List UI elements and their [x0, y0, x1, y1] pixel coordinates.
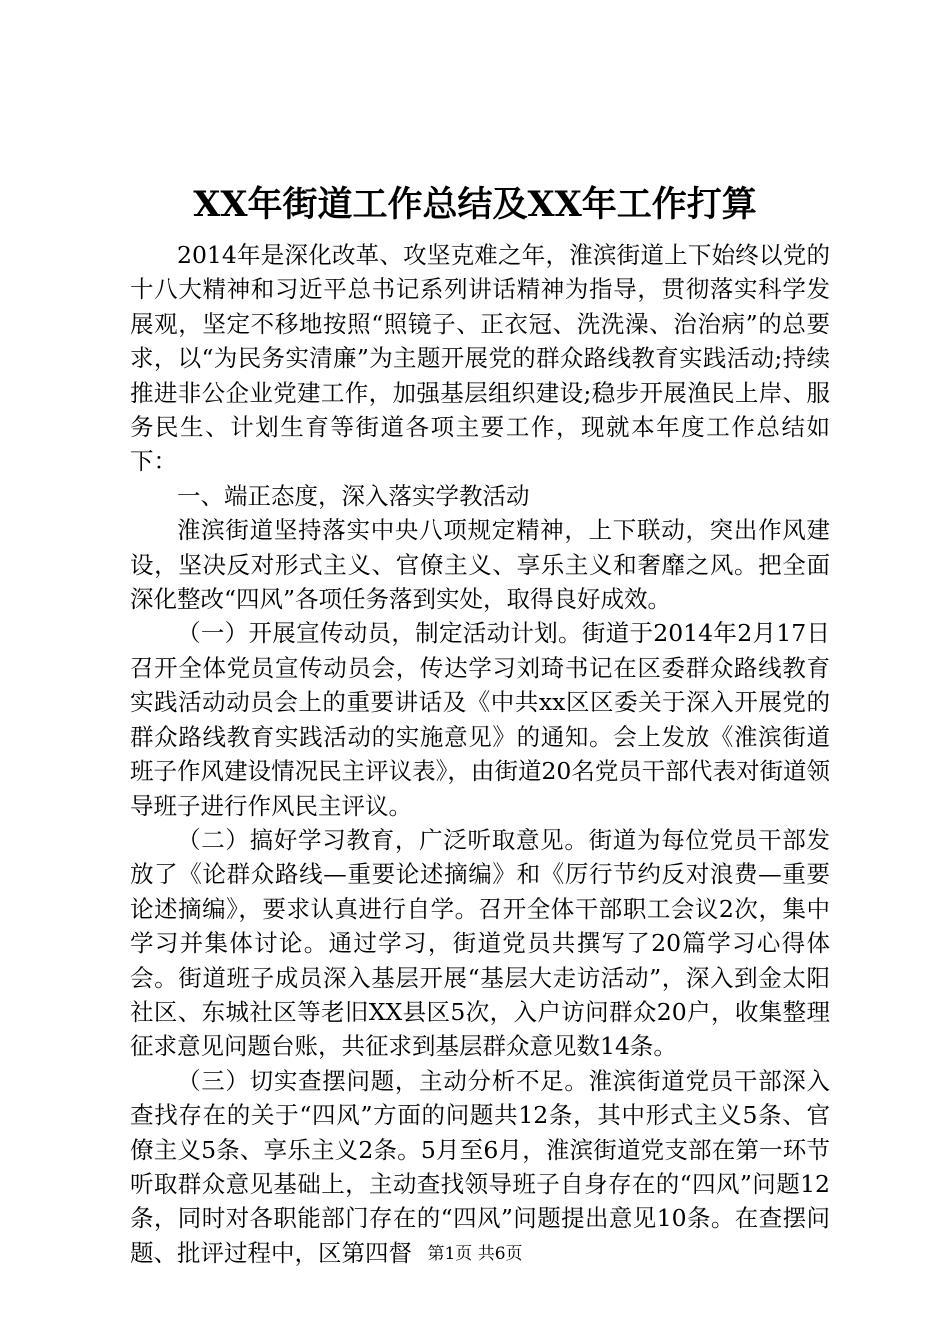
- section-heading-1: 一、端正态度，深入落实学教活动: [177, 481, 530, 510]
- paragraph-item-3: （三）切实查摆问题，主动分析不足。淮滨街道党员干部深入查找存在的关于“四风”方面的问题共12条，其中形式主义5条、官僚主义5条、享乐主义2条。5月至6月，淮滨街道党支部在第一环节听取群众意见基础上，主动查找领导班子自身存在的“四风”问题12条，同时对各职能部门存在的“四风”问题提出意见10条。在查摆问题、批评过程中，区第四督: [130, 1066, 830, 1267]
- paragraph-item-1: （一）开展宣传动员，制定活动计划。街道于2014年2月17日召开全体党员宣传动员会，传达学习刘琦书记在区委群众路线教育实践活动动员会上的重要讲话及《中共xx区区委关于深入开展党的群众路线教育实践活动的实施意见》的通知。会上发放《淮滨街道班子作风建设情况民主评议表》，由街道20名党员干部代表对街道领导班子进行作风民主评议。: [130, 619, 830, 820]
- document-title: XX年街道工作总结及XX年工作打算: [193, 184, 757, 225]
- document-body: [130, 238, 830, 1270]
- paragraph-section-1-intro: 淮滨街道坚持落实中央八项规定精神，上下联动，突出作风建设，坚决反对形式主义、官僚主义、享乐主义和奢靡之风。把全面深化整改“四风”各项任务落到实处，取得良好成效。: [130, 516, 830, 614]
- paragraph-item-2: （二）搞好学习教育，广泛听取意见。街道为每位党员干部发放了《论群众路线—重要论述摘编》和《厉行节约反对浪费—重要论述摘编》，要求认真进行自学。召开全体干部职工会议2次，集中学习并集体讨论。通过学习，街道党员共撰写了20篇学习心得体会。街道班子成员深入基层开展“基层大走访活动”，深入到金太阳社区、东城社区等老旧XX县区5次，入户访问群众20户，收集整理征求意见问题台账，共征求到基层群众意见数14条。: [130, 825, 830, 1061]
- paragraph-intro: 2014年是深化改革、攻坚克难之年，淮滨街道上下始终以党的十八大精神和习近平总书记系列讲话精神为指导，贯彻落实科学发展观，坚定不移地按照“照镜子、正衣冠、洗洗澡、治治病”的总要求，以“为民务实清廉”为主题开展党的群众路线教育实践活动;持续推进非公企业党建工作，加强基层组织建设;稳步开展渔民上岸、服务民生、计划生育等街道各项主要工作，现就本年度工作总结如下：: [130, 241, 830, 476]
- page-number-footer: 第1页 共6页: [427, 1244, 523, 1264]
